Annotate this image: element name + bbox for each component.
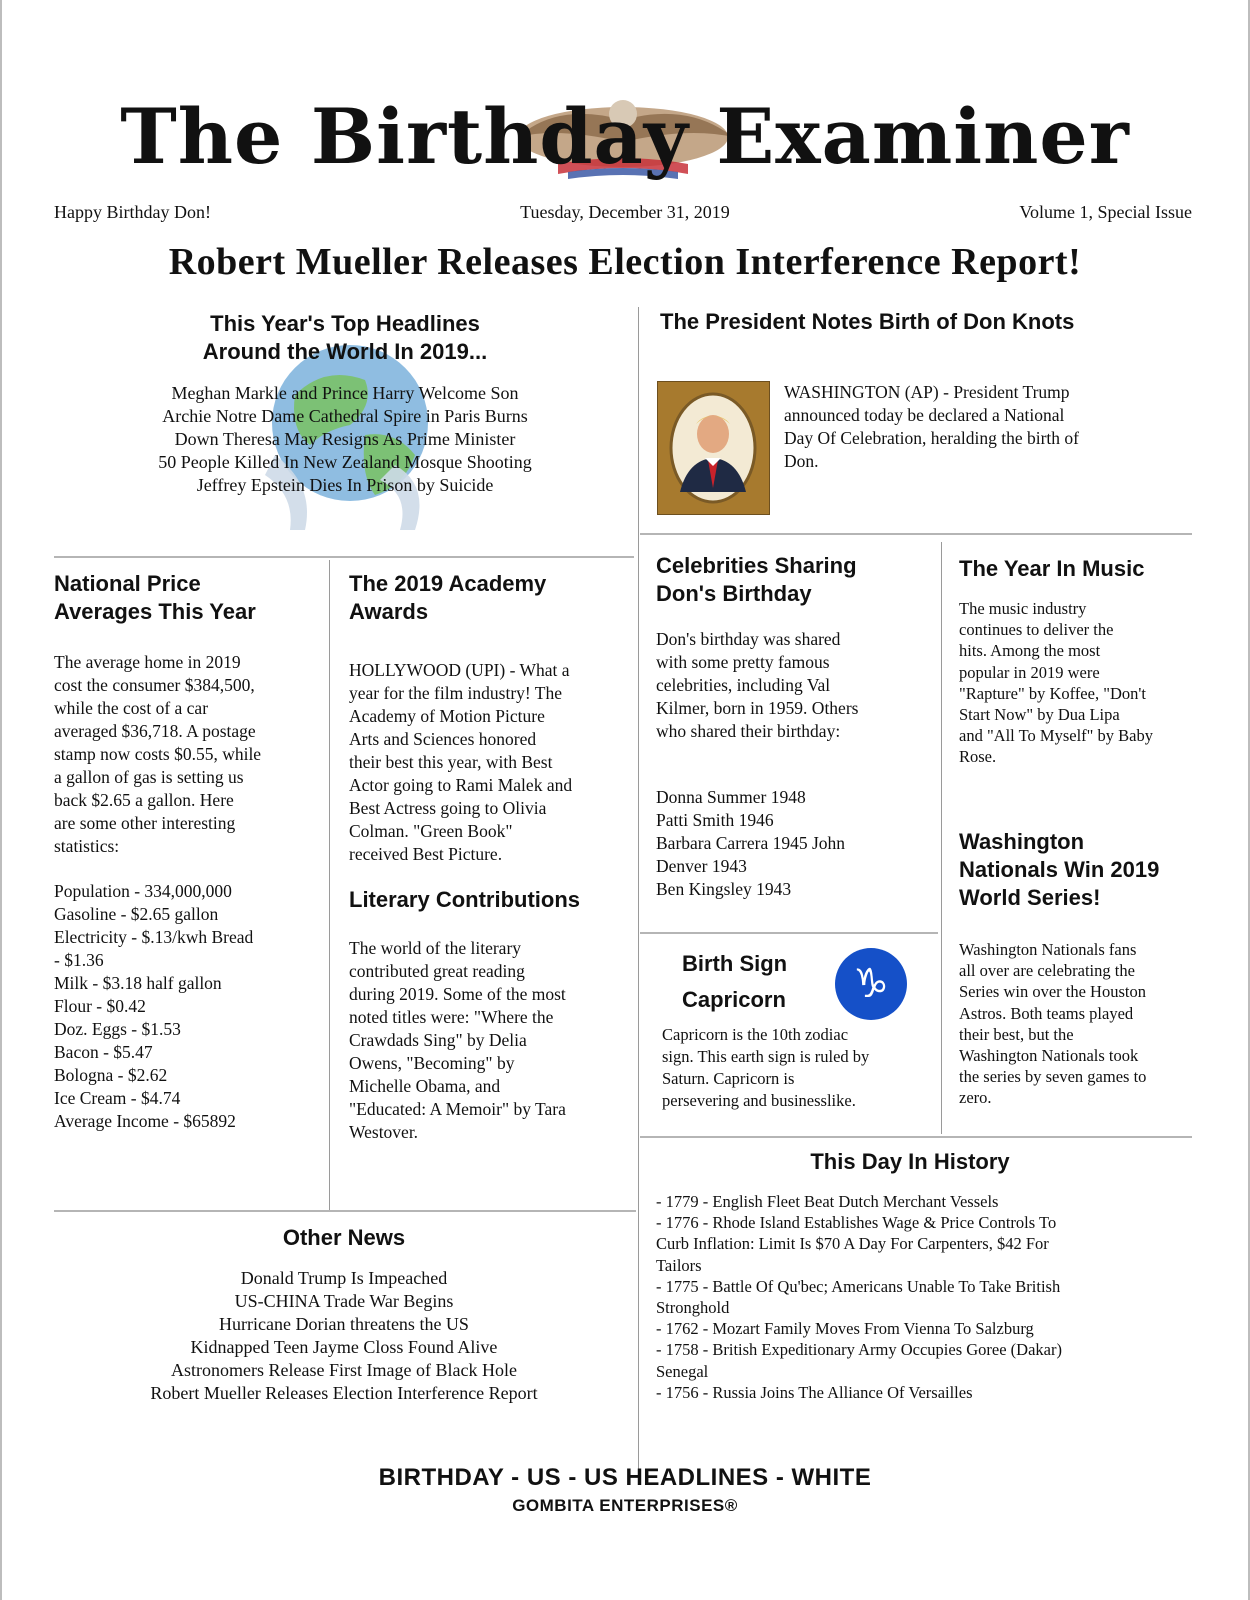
history-line: - 1756 - Russia Joins The Alliance Of Versailles	[656, 1382, 973, 1402]
celebrities-title	[656, 552, 857, 608]
birth-sign-title-line2: Capricorn	[682, 987, 786, 1012]
other-news-title: Other News	[282, 1225, 406, 1250]
celebrities-list	[656, 786, 845, 901]
president-title: The President Notes Birth of Don Knots	[660, 309, 1075, 334]
rule-history	[640, 1136, 1192, 1138]
academy-line: Colman. "Green Book"	[349, 821, 513, 841]
nationals-line: Series win over the Houston	[959, 982, 1146, 1002]
rule-other-news	[54, 1210, 636, 1212]
list-item: Donald Trump Is Impeached	[240, 1268, 448, 1288]
price-line: back $2.65 a gallon. Here	[54, 790, 234, 810]
nationals-title-line1: Washington	[959, 829, 1085, 854]
music-line: continues to deliver the	[959, 620, 1114, 640]
nationals-line: Washington Nationals fans	[959, 940, 1137, 959]
price-stats	[54, 880, 253, 1133]
price-title-line2: Averages This Year	[54, 599, 256, 624]
nationals-text	[959, 939, 1146, 1109]
academy-text	[349, 659, 572, 866]
list-item: 50 People Killed In New Zealand Mosque Shooting	[158, 452, 532, 472]
music-text	[959, 598, 1153, 768]
academy-line: HOLLYWOOD (UPI) - What a	[349, 660, 570, 680]
stat-item: Gasoline - $2.65 gallon	[54, 904, 219, 924]
president-line: announced today be declared a National	[784, 405, 1065, 425]
birth-sign-text	[662, 1024, 869, 1112]
birth-sign-title-line1: Birth Sign	[682, 951, 788, 976]
top-headlines-title-line2: Around the World In 2019...	[202, 339, 488, 364]
literary-line: Crawdads Sing" by Delia	[349, 1030, 527, 1050]
music-line: The music industry	[959, 599, 1087, 618]
price-title-line1: National Price	[54, 571, 201, 596]
price-text	[54, 651, 261, 858]
list-item: Kidnapped Teen Jayme Closs Found Alive	[190, 1337, 498, 1357]
list-item: Hurricane Dorian threatens the US	[219, 1314, 469, 1334]
nationals-line: all over are celebrating the	[959, 961, 1135, 981]
nationals-title-line3: World Series!	[959, 885, 1101, 910]
history-line: - 1775 - Battle Of Qu'bec; Americans Unable To Take British	[656, 1276, 1061, 1296]
celebrity-item: Donna Summer 1948	[656, 787, 806, 807]
celebrities-line: Kilmer, born in 1959. Others	[656, 698, 859, 718]
academy-line: Actor going to Rami Malek and	[349, 775, 573, 795]
nationals-title-line2: Nationals Win 2019	[959, 857, 1160, 882]
literary-line: noted titles were: "Where the	[349, 1007, 554, 1027]
rule-top-left	[54, 556, 634, 558]
history-line: Senegal	[656, 1361, 709, 1381]
president-portrait	[657, 381, 770, 515]
nationals-line: Washington Nationals took	[959, 1046, 1139, 1066]
stat-item: Flour - $0.42	[54, 996, 146, 1016]
birth-sign-line: Capricorn is the 10th zodiac	[662, 1025, 849, 1044]
footer-product-line: BIRTHDAY - US - US HEADLINES - WHITE	[378, 1464, 872, 1491]
capricorn-icon: ♑	[835, 948, 907, 1020]
list-item: US-CHINA Trade War Begins	[234, 1291, 454, 1311]
price-line: statistics:	[54, 836, 120, 856]
literary-line: contributed great reading	[349, 961, 525, 981]
history-line: - 1762 - Mozart Family Moves From Vienna To Salzburg	[656, 1319, 1034, 1339]
price-line: averaged $36,718. A postage	[54, 721, 256, 741]
literary-title: Literary Contributions	[349, 887, 581, 912]
literary-line: "Educated: A Memoir" by Tara	[349, 1099, 566, 1119]
history-text	[656, 1191, 1062, 1403]
header-volume: Volume 1, Special Issue	[1019, 202, 1192, 222]
price-line: cost the consumer $384,500,	[54, 675, 255, 695]
academy-line: Best Actress going to Olivia	[349, 798, 547, 818]
celebrities-line: with some pretty famous	[656, 652, 830, 672]
literary-line: Westover.	[349, 1122, 419, 1142]
music-line: popular in 2019 were	[959, 662, 1100, 682]
music-title: The Year In Music	[959, 556, 1145, 581]
list-item: Meghan Markle and Prince Harry Welcome Son	[171, 383, 519, 403]
birth-sign-line: persevering and businesslike.	[662, 1091, 856, 1110]
music-line: "Rapture" by Koffee, "Don't	[959, 683, 1146, 703]
nationals-title	[959, 828, 1159, 912]
rule-top-right	[640, 533, 1192, 535]
stat-item: Milk - $3.18 half gallon	[54, 973, 222, 993]
footer-brand: GOMBITA ENTERPRISES®	[512, 1496, 738, 1515]
top-headlines-title	[60, 310, 630, 366]
nationals-line: their best, but the	[959, 1024, 1074, 1044]
president-text	[784, 381, 1079, 473]
stat-item: Bologna - $2.62	[54, 1065, 168, 1085]
top-headlines-title-line1: This Year's Top Headlines	[210, 311, 480, 336]
stat-item: Doz. Eggs - $1.53	[54, 1019, 181, 1039]
history-line: - 1758 - British Expeditionary Army Occupies Goree (Dakar)	[656, 1340, 1062, 1360]
literary-text	[349, 937, 566, 1144]
price-line: stamp now costs $0.55, while	[54, 744, 262, 764]
portrait-image	[658, 382, 769, 514]
stat-item: - $1.36	[54, 950, 104, 970]
list-item: Robert Mueller Releases Election Interference Report	[150, 1383, 538, 1403]
birth-sign-line: Saturn. Capricorn is	[662, 1069, 795, 1088]
stat-item: Bacon - $5.47	[54, 1042, 153, 1062]
list-item: Down Theresa May Resigns As Prime Minister	[174, 429, 516, 449]
history-line: - 1779 - English Fleet Beat Dutch Merchant Vessels	[656, 1192, 999, 1211]
celebrity-item: Barbara Carrera 1945 John	[656, 833, 846, 853]
price-line: a gallon of gas is setting us	[54, 767, 244, 787]
academy-line: their best this year, with Best	[349, 752, 553, 772]
president-line: Day Of Celebration, heralding the birth of	[784, 428, 1079, 448]
header-greeting: Happy Birthday Don!	[54, 202, 211, 222]
history-title: This Day In History	[810, 1149, 1010, 1174]
list-item: Astronomers Release First Image of Black Hole	[171, 1360, 517, 1380]
celebrities-text	[656, 628, 858, 743]
stat-item: Average Income - $65892	[54, 1111, 236, 1131]
list-item: Jeffrey Epstein Dies In Prison by Suicide	[196, 475, 494, 495]
celebrity-item: Patti Smith 1946	[656, 810, 774, 830]
birth-sign-line: sign. This earth sign is ruled by	[662, 1047, 870, 1066]
main-headline: Robert Mueller Releases Election Interference Report!	[168, 241, 1082, 283]
music-line: Start Now" by Dua Lipa	[959, 705, 1120, 725]
academy-line: received Best Picture.	[349, 844, 503, 864]
nationals-line: zero.	[959, 1088, 992, 1108]
academy-line: Arts and Sciences honored	[349, 729, 537, 749]
center-column-divider	[638, 307, 639, 1477]
academy-title	[349, 570, 546, 626]
celebrities-title-line2: Don's Birthday	[656, 581, 812, 606]
president-line: WASHINGTON (AP) - President Trump	[784, 382, 1070, 402]
celebrities-line: who shared their birthday:	[656, 721, 841, 741]
celebrity-item: Denver 1943	[656, 856, 747, 876]
literary-line: Michelle Obama, and	[349, 1076, 501, 1096]
president-line: Don.	[784, 451, 819, 471]
history-line: Tailors	[656, 1255, 702, 1275]
celebrities-title-line1: Celebrities Sharing	[656, 553, 857, 578]
celebrities-line: celebrities, including Val	[656, 675, 831, 695]
header-date: Tuesday, December 31, 2019	[520, 202, 730, 222]
stat-item: Population - 334,000,000	[54, 881, 232, 901]
rule-birth-sign	[640, 932, 938, 934]
right-column-divider	[941, 542, 942, 1134]
academy-line: year for the film industry! The	[349, 683, 563, 703]
academy-title-line2: Awards	[349, 599, 429, 624]
literary-line: Owens, "Becoming" by	[349, 1053, 515, 1073]
price-title	[54, 570, 256, 626]
celebrity-item: Ben Kingsley 1943	[656, 879, 792, 899]
stat-item: Electricity - $.13/kwh Bread	[54, 927, 254, 947]
music-line: Rose.	[959, 747, 997, 767]
left-column-divider	[329, 560, 330, 1210]
history-line: Curb Inflation: Limit Is $70 A Day For Carpenters, $42 For	[656, 1234, 1049, 1254]
music-line: hits. Among the most	[959, 641, 1101, 661]
birth-sign-title	[682, 946, 787, 1018]
price-line: while the cost of a car	[54, 698, 209, 718]
literary-line: during 2019. Some of the most	[349, 984, 566, 1004]
academy-line: Academy of Motion Picture	[349, 706, 545, 726]
celebrities-line: Don's birthday was shared	[656, 629, 841, 649]
stat-item: Ice Cream - $4.74	[54, 1088, 181, 1108]
history-line: Stronghold	[656, 1298, 730, 1318]
top-headlines-list	[60, 382, 630, 497]
nationals-line: Astros. Both teams played	[959, 1003, 1134, 1023]
nationals-line: the series by seven games to	[959, 1067, 1147, 1087]
academy-title-line1: The 2019 Academy	[349, 571, 547, 596]
other-news-list	[54, 1267, 634, 1405]
price-line: are some other interesting	[54, 813, 236, 833]
history-line: - 1776 - Rhode Island Establishes Wage & Price Controls To	[656, 1213, 1057, 1233]
list-item: Archie Notre Dame Cathedral Spire in Paris Burns	[162, 406, 528, 426]
literary-line: The world of the literary	[349, 938, 522, 958]
masthead-title: The Birthday Examiner	[120, 92, 1130, 181]
music-line: and "All To Myself" by Baby	[959, 726, 1153, 746]
price-line: The average home in 2019	[54, 652, 241, 672]
